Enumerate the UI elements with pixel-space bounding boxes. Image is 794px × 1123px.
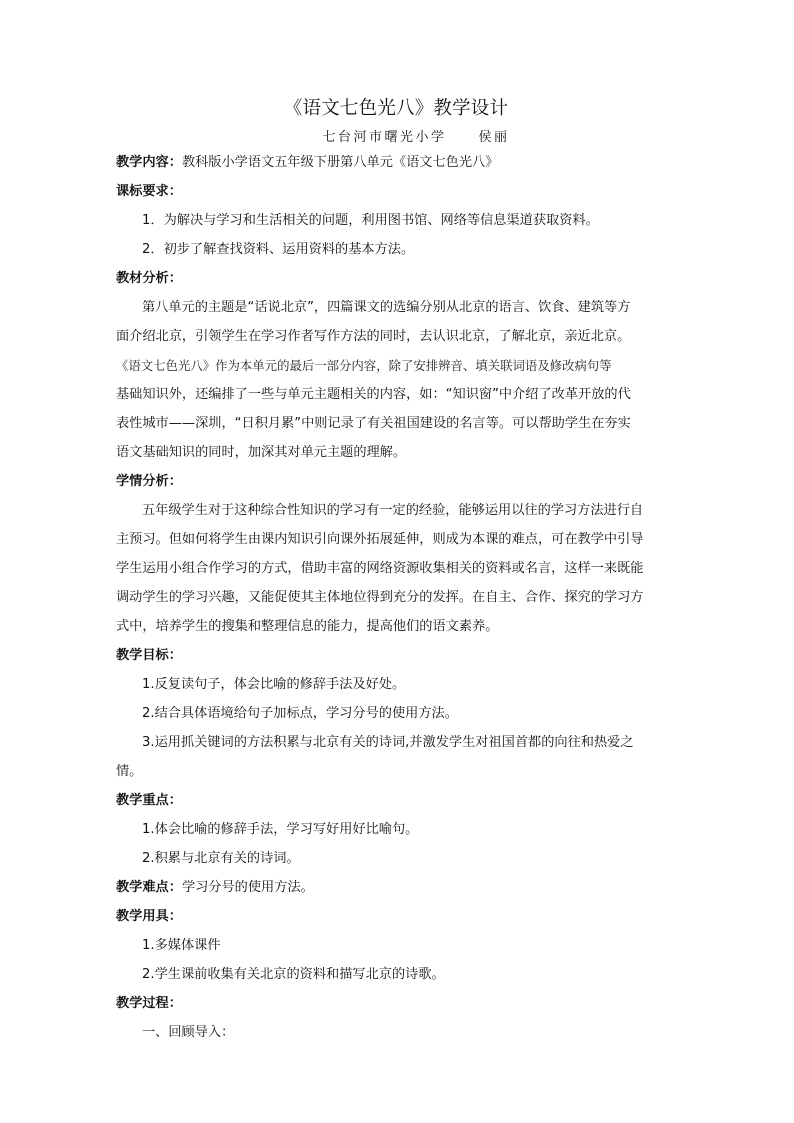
standards-item: 1．为解决与学习和生活相关的问题，利用图书馆、网络等信息渠道获取资料。: [142, 213, 599, 228]
tools-item: 2.学生课前收集有关北京的资料和描写北京的诗歌。: [142, 967, 445, 982]
key-points-label: 教学重点：: [116, 793, 182, 808]
students-line: 主预习。但如何将学生由课内知识引向课外拓展延伸，则成为本课的难点，可在教学中引导: [116, 532, 644, 547]
goals-section: [116, 641, 676, 786]
standards-label: 课标要求：: [116, 184, 182, 199]
goals-item: 3.运用抓关键词的方法积累与北京有关的诗词,并激发学生对祖国首都的向往和热爱之: [142, 735, 634, 750]
key-points-item: 2.积累与北京有关的诗词。: [142, 851, 300, 866]
tools-item: 1.多媒体课件: [142, 938, 221, 953]
students-line: 学生运用小组合作学习的方式，借助丰富的网络资源收集相关的资料或名言，这样一来既能: [116, 561, 644, 576]
document-title: 《语文七色光八》教学设计: [283, 98, 509, 119]
key-points-section: [116, 786, 676, 873]
teaching-content-text: 教科版小学语文五年级下册第八单元《语文七色光八》: [181, 155, 499, 170]
textbook-section: [116, 264, 676, 467]
textbook-p1-line: 第八单元的主题是“话说北京”，四篇课文的选编分别从北京的语言、饮食、建筑等方: [142, 300, 631, 315]
author-name: 侯丽: [478, 130, 510, 145]
textbook-p2-line: 语文基础知识的同时，加深其对单元主题的理解。: [116, 445, 407, 460]
students-label: 学情分析：: [116, 474, 182, 489]
process-label: 教学过程：: [116, 996, 182, 1011]
textbook-p1-line: 面介绍北京，引领学生在学习作者写作方法的同时，去认识北京，了解北京，亲近北京。: [116, 329, 631, 344]
teaching-content-line: [116, 148, 676, 177]
students-line: 式中，培养学生的搜集和整理信息的能力，提高他们的语文素养。: [116, 619, 499, 634]
standards-item: 2．初步了解查找资料、运用资料的基本方法。: [142, 242, 415, 257]
students-section: [116, 467, 676, 641]
difficulty-line: [116, 873, 676, 902]
process-section: [116, 989, 676, 1047]
tools-section: [116, 902, 676, 989]
difficulty-text: 学习分号的使用方法。: [181, 880, 314, 895]
document-page: [116, 96, 676, 1047]
key-points-item: 1.体会比喻的修辞手法，学习写好用好比喻句。: [142, 822, 419, 837]
goals-label: 教学目标：: [116, 648, 182, 663]
goals-item: 2.结合具体语境给句子加标点，学习分号的使用方法。: [142, 706, 458, 721]
textbook-label: 教材分析：: [116, 271, 182, 286]
goals-item: 1.反复读句子，体会比喻的修辞手法及好处。: [142, 677, 406, 692]
process-step: 一、回顾导入：: [142, 1025, 235, 1040]
students-line: 五年级学生对于这种综合性知识的学习有一定的经验，能够运用以往的学习方法进行自: [142, 503, 644, 518]
textbook-p2-line: 《语文七色光八》作为本单元的最后一部分内容，除了安排辨音、填关联词语及修改病句等: [116, 358, 612, 373]
students-line: 调动学生的学习兴趣，又能促使其主体地位得到充分的发挥。在自主、合作、探究的学习方: [116, 590, 644, 605]
tools-label: 教学用具：: [116, 909, 182, 924]
difficulty-label: 教学难点：: [116, 880, 182, 895]
goals-item-continuation: 情。: [116, 764, 143, 779]
author-line: [116, 128, 676, 148]
teaching-content-label: 教学内容：: [116, 155, 182, 170]
standards-section: [116, 177, 676, 264]
textbook-p2-line: 基础知识外，还编排了一些与单元主题相关的内容，如：“知识窗”中介绍了改革开放的代: [116, 387, 631, 402]
textbook-p2-line: 表性城市——深圳，“日积月累”中则记录了有关祖国建设的名言等。可以帮助学生在夯实: [116, 416, 631, 431]
author-school: 七台河市曙光小学: [322, 130, 447, 145]
